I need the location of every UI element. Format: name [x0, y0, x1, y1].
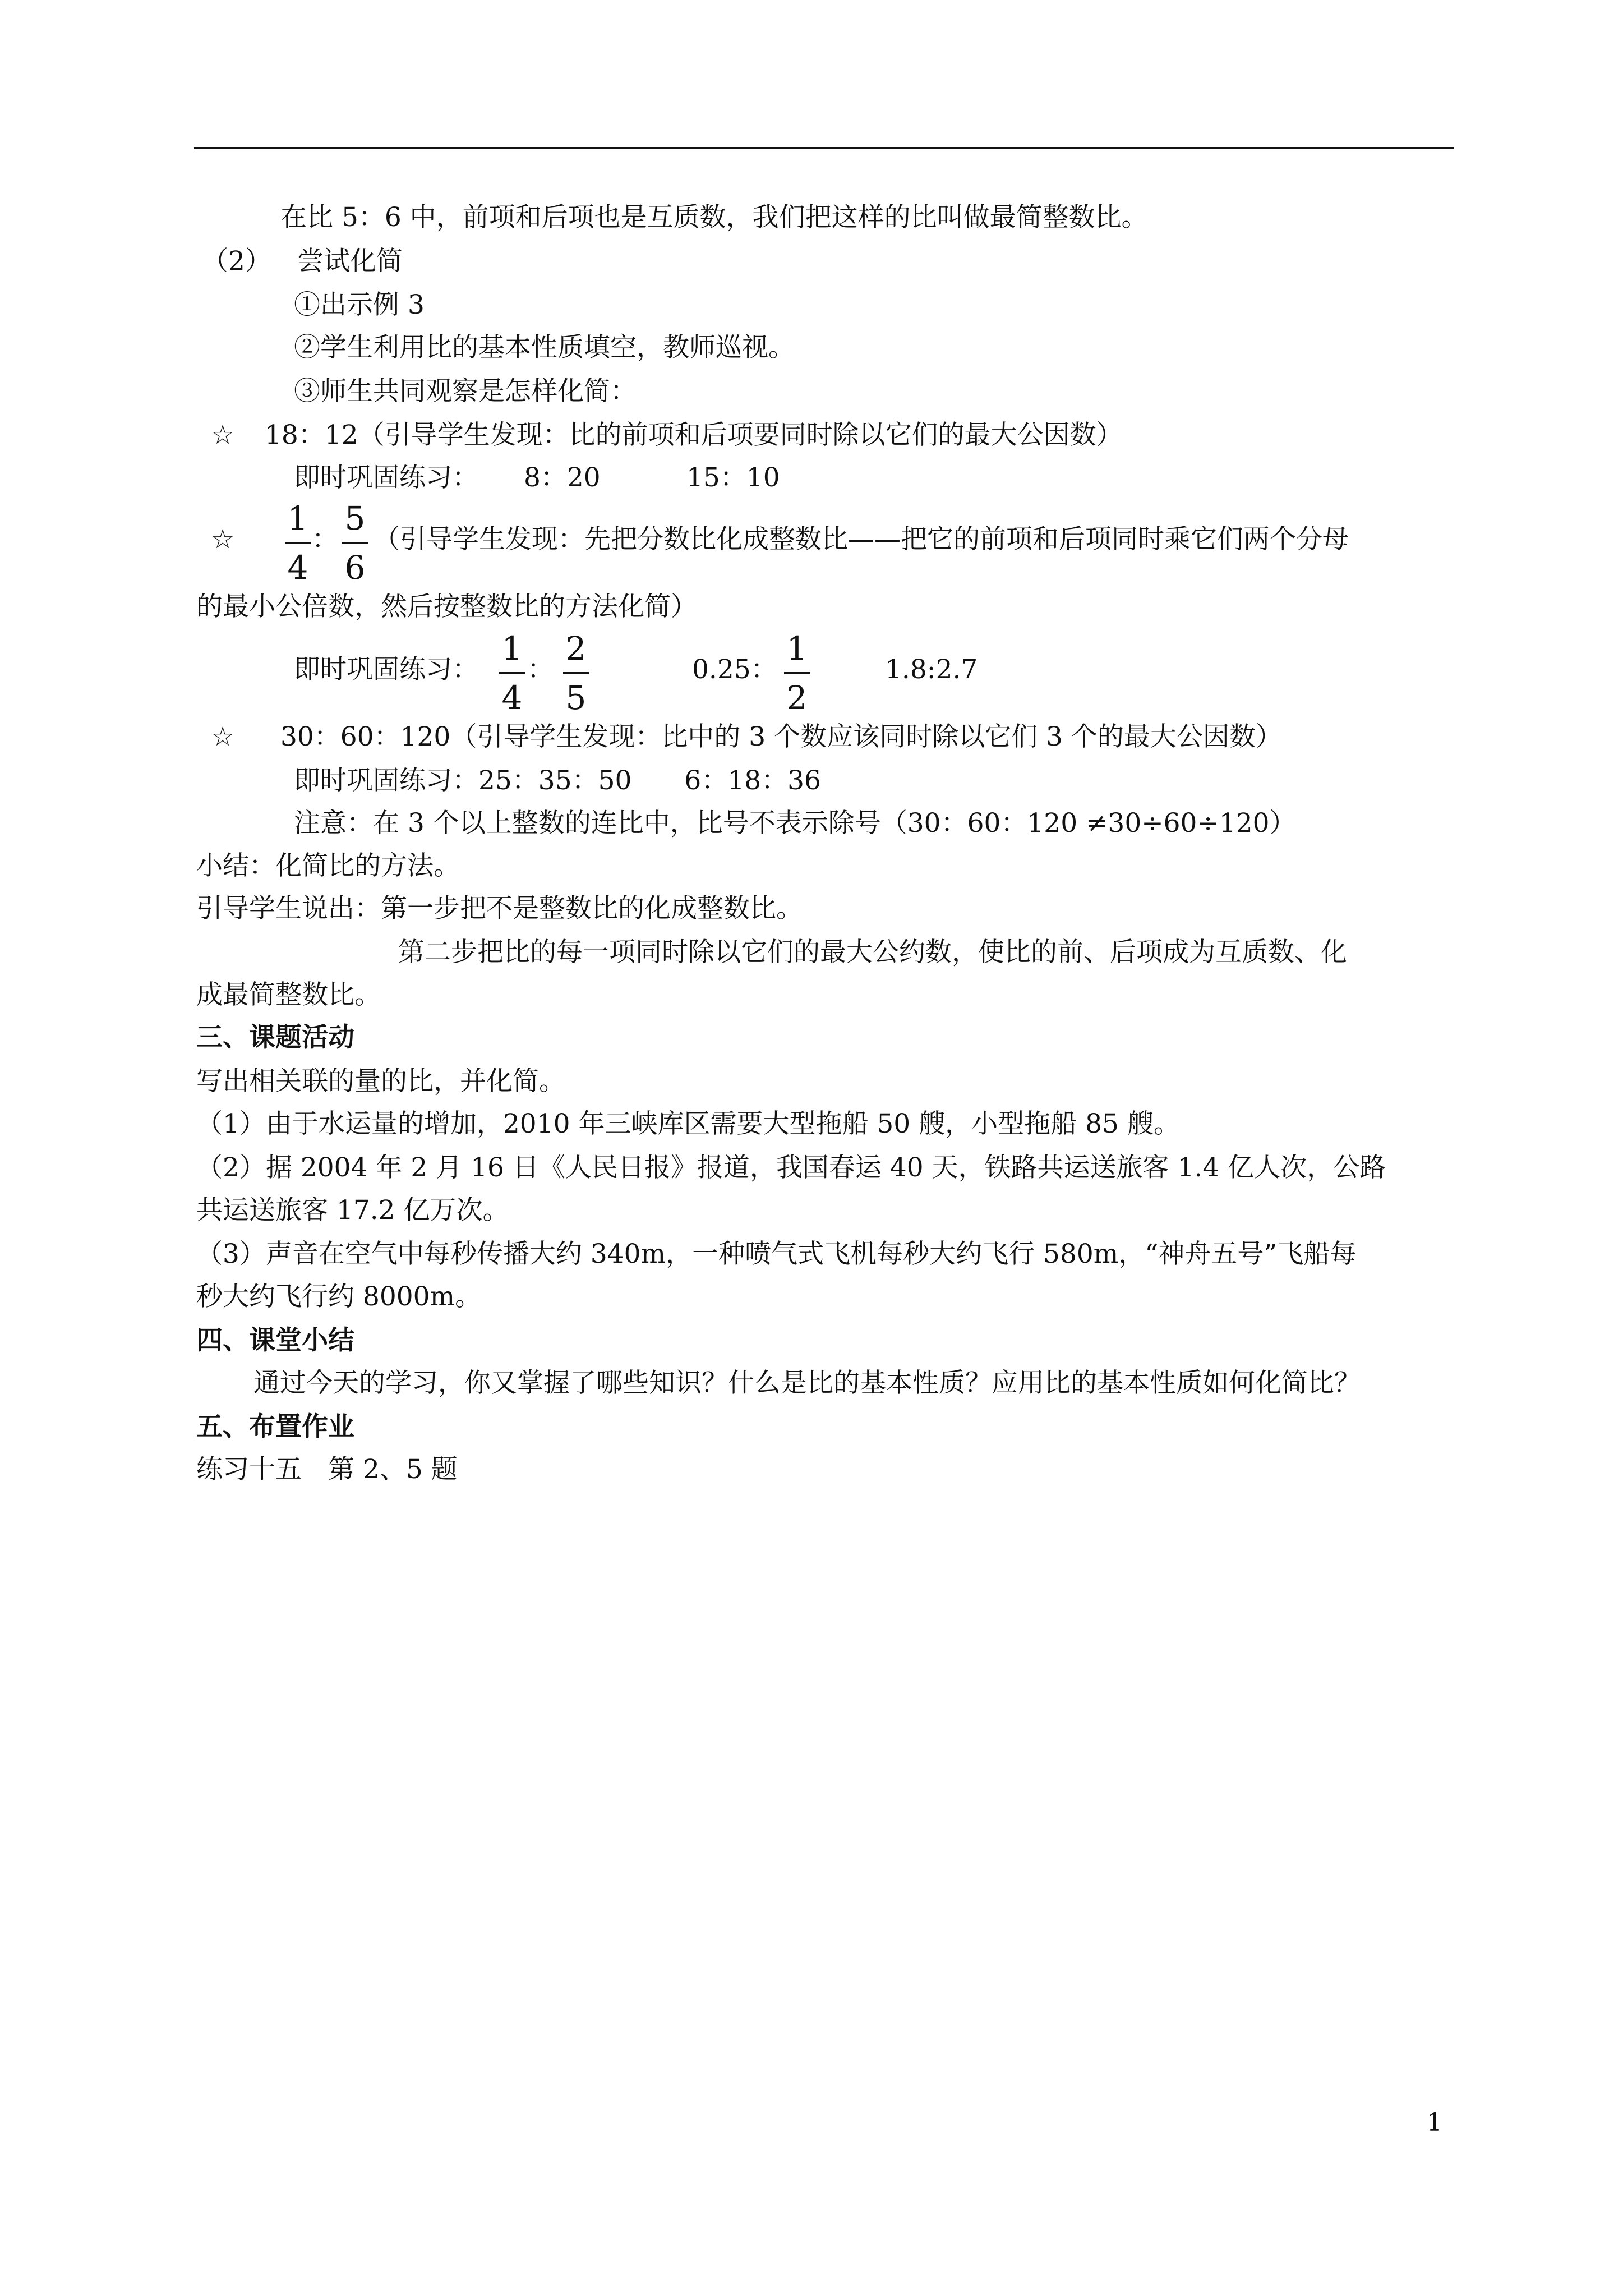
practice-label: 即时巩固练习： [294, 462, 478, 493]
practice-item: 0.25： [692, 654, 777, 685]
practice-item: 1.8:2.7 [885, 654, 978, 685]
activity-item-2-cont: 共运送旅客 17.2 亿万次。 [196, 1195, 509, 1226]
step-2: ②学生利用比的基本性质填空，教师巡视。 [294, 332, 795, 363]
fraction-denominator: 5 [565, 679, 587, 717]
subheading-try-simplify: 尝试化简 [297, 246, 403, 277]
fraction-bar [342, 542, 368, 544]
section-number-2: （2） [202, 246, 271, 277]
star-icon: ☆ [211, 420, 235, 450]
guide-step-2-cont: 成最简整数比。 [196, 979, 381, 1010]
page-number: 1 [1427, 2108, 1442, 2137]
fraction [784, 631, 810, 716]
star-icon: ☆ [211, 721, 235, 752]
fraction-bar [563, 672, 589, 674]
activity-item-3-cont: 秒大约飞行约 8000m。 [196, 1281, 482, 1312]
activity-intro: 写出相关联的量的比，并化简。 [196, 1066, 565, 1097]
class-summary: 通过今天的学习，你又掌握了哪些知识？什么是比的基本性质？应用比的基本性质如何化简比？ [253, 1368, 1361, 1398]
practice-line: 即时巩固练习：25：35：50 6：18：36 [294, 765, 821, 796]
heading-section-5: 五、布置作业 [196, 1411, 354, 1442]
fraction-bar [784, 672, 810, 674]
paragraph-simplest-ratio: 在比 5：6 中，前项和后项也是互质数，我们把这样的比叫做最简整数比。 [280, 202, 1148, 233]
fraction-denominator: 4 [501, 679, 523, 717]
fraction-bar [499, 672, 525, 674]
practice-item: 15：10 [686, 462, 780, 493]
example-fraction-ratio-cont: 的最小公倍数，然后按整数比的方法化简） [196, 591, 697, 622]
fraction [563, 631, 589, 716]
example-continued-ratio: 30：60：120（引导学生发现：比中的 3 个数应该同时除以它们 3 个的最大公因数） [280, 721, 1282, 752]
ratio-colon: ： [527, 654, 554, 685]
heading-section-3: 三、课题活动 [196, 1022, 354, 1053]
activity-item-2: （2）据 2004 年 2 月 16 日《人民日报》报道，我国春运 40 天，铁路共运送旅客 1.4 亿人次，公路 [196, 1152, 1386, 1183]
guide-step-1: 引导学生说出：第一步把不是整数比的化成整数比。 [196, 893, 803, 924]
activity-item-3: （3）声音在空气中每秒传播大约 340m，一种喷气式飞机每秒大约飞行 580m，“神舟五号”飞船每 [196, 1239, 1357, 1269]
homework-line: 练习十五 第 2、5 题 [196, 1454, 458, 1485]
fraction-numerator: 1 [786, 629, 808, 668]
heading-section-4: 四、课堂小结 [196, 1325, 354, 1356]
guide-step-2: 第二步把比的每一项同时除以它们的最大公约数，使比的前、后项成为互质数、化 [398, 937, 1347, 968]
example-integer-ratio: 18：12（引导学生发现：比的前项和后项要同时除以它们的最大公因数） [265, 420, 1123, 450]
note-line: 注意：在 3 个以上整数的连比中，比号不表示除号（30：60：120 ≠30÷60÷120） [294, 808, 1296, 839]
fraction [342, 500, 368, 586]
fraction [499, 631, 525, 716]
example-fraction-ratio: （引导学生发现：先把分数比化成整数比——把它的前项和后项同时乘它们两个分母 [374, 524, 1349, 555]
fraction-numerator: 5 [344, 499, 366, 537]
step-3: ③师生共同观察是怎样化简： [294, 376, 637, 407]
summary-line: 小结：化简比的方法。 [196, 850, 460, 881]
fraction-numerator: 1 [287, 499, 308, 537]
fraction-numerator: 2 [565, 629, 587, 668]
star-icon: ☆ [211, 524, 235, 555]
practice-item: 8：20 [524, 462, 601, 493]
ratio-colon: ： [312, 524, 338, 555]
step-1: ①出示例 3 [294, 289, 425, 320]
header-rule [194, 147, 1454, 149]
fraction-numerator: 1 [501, 629, 523, 668]
activity-item-1: （1）由于水运量的增加，2010 年三峡库区需要大型拖船 50 艘，小型拖船 85 艘。 [196, 1108, 1180, 1139]
fraction-denominator: 6 [344, 549, 366, 587]
practice-label: 即时巩固练习： [294, 654, 478, 685]
fraction [285, 500, 311, 586]
fraction-bar [285, 542, 311, 544]
fraction-denominator: 4 [287, 549, 308, 587]
fraction-denominator: 2 [786, 679, 808, 717]
